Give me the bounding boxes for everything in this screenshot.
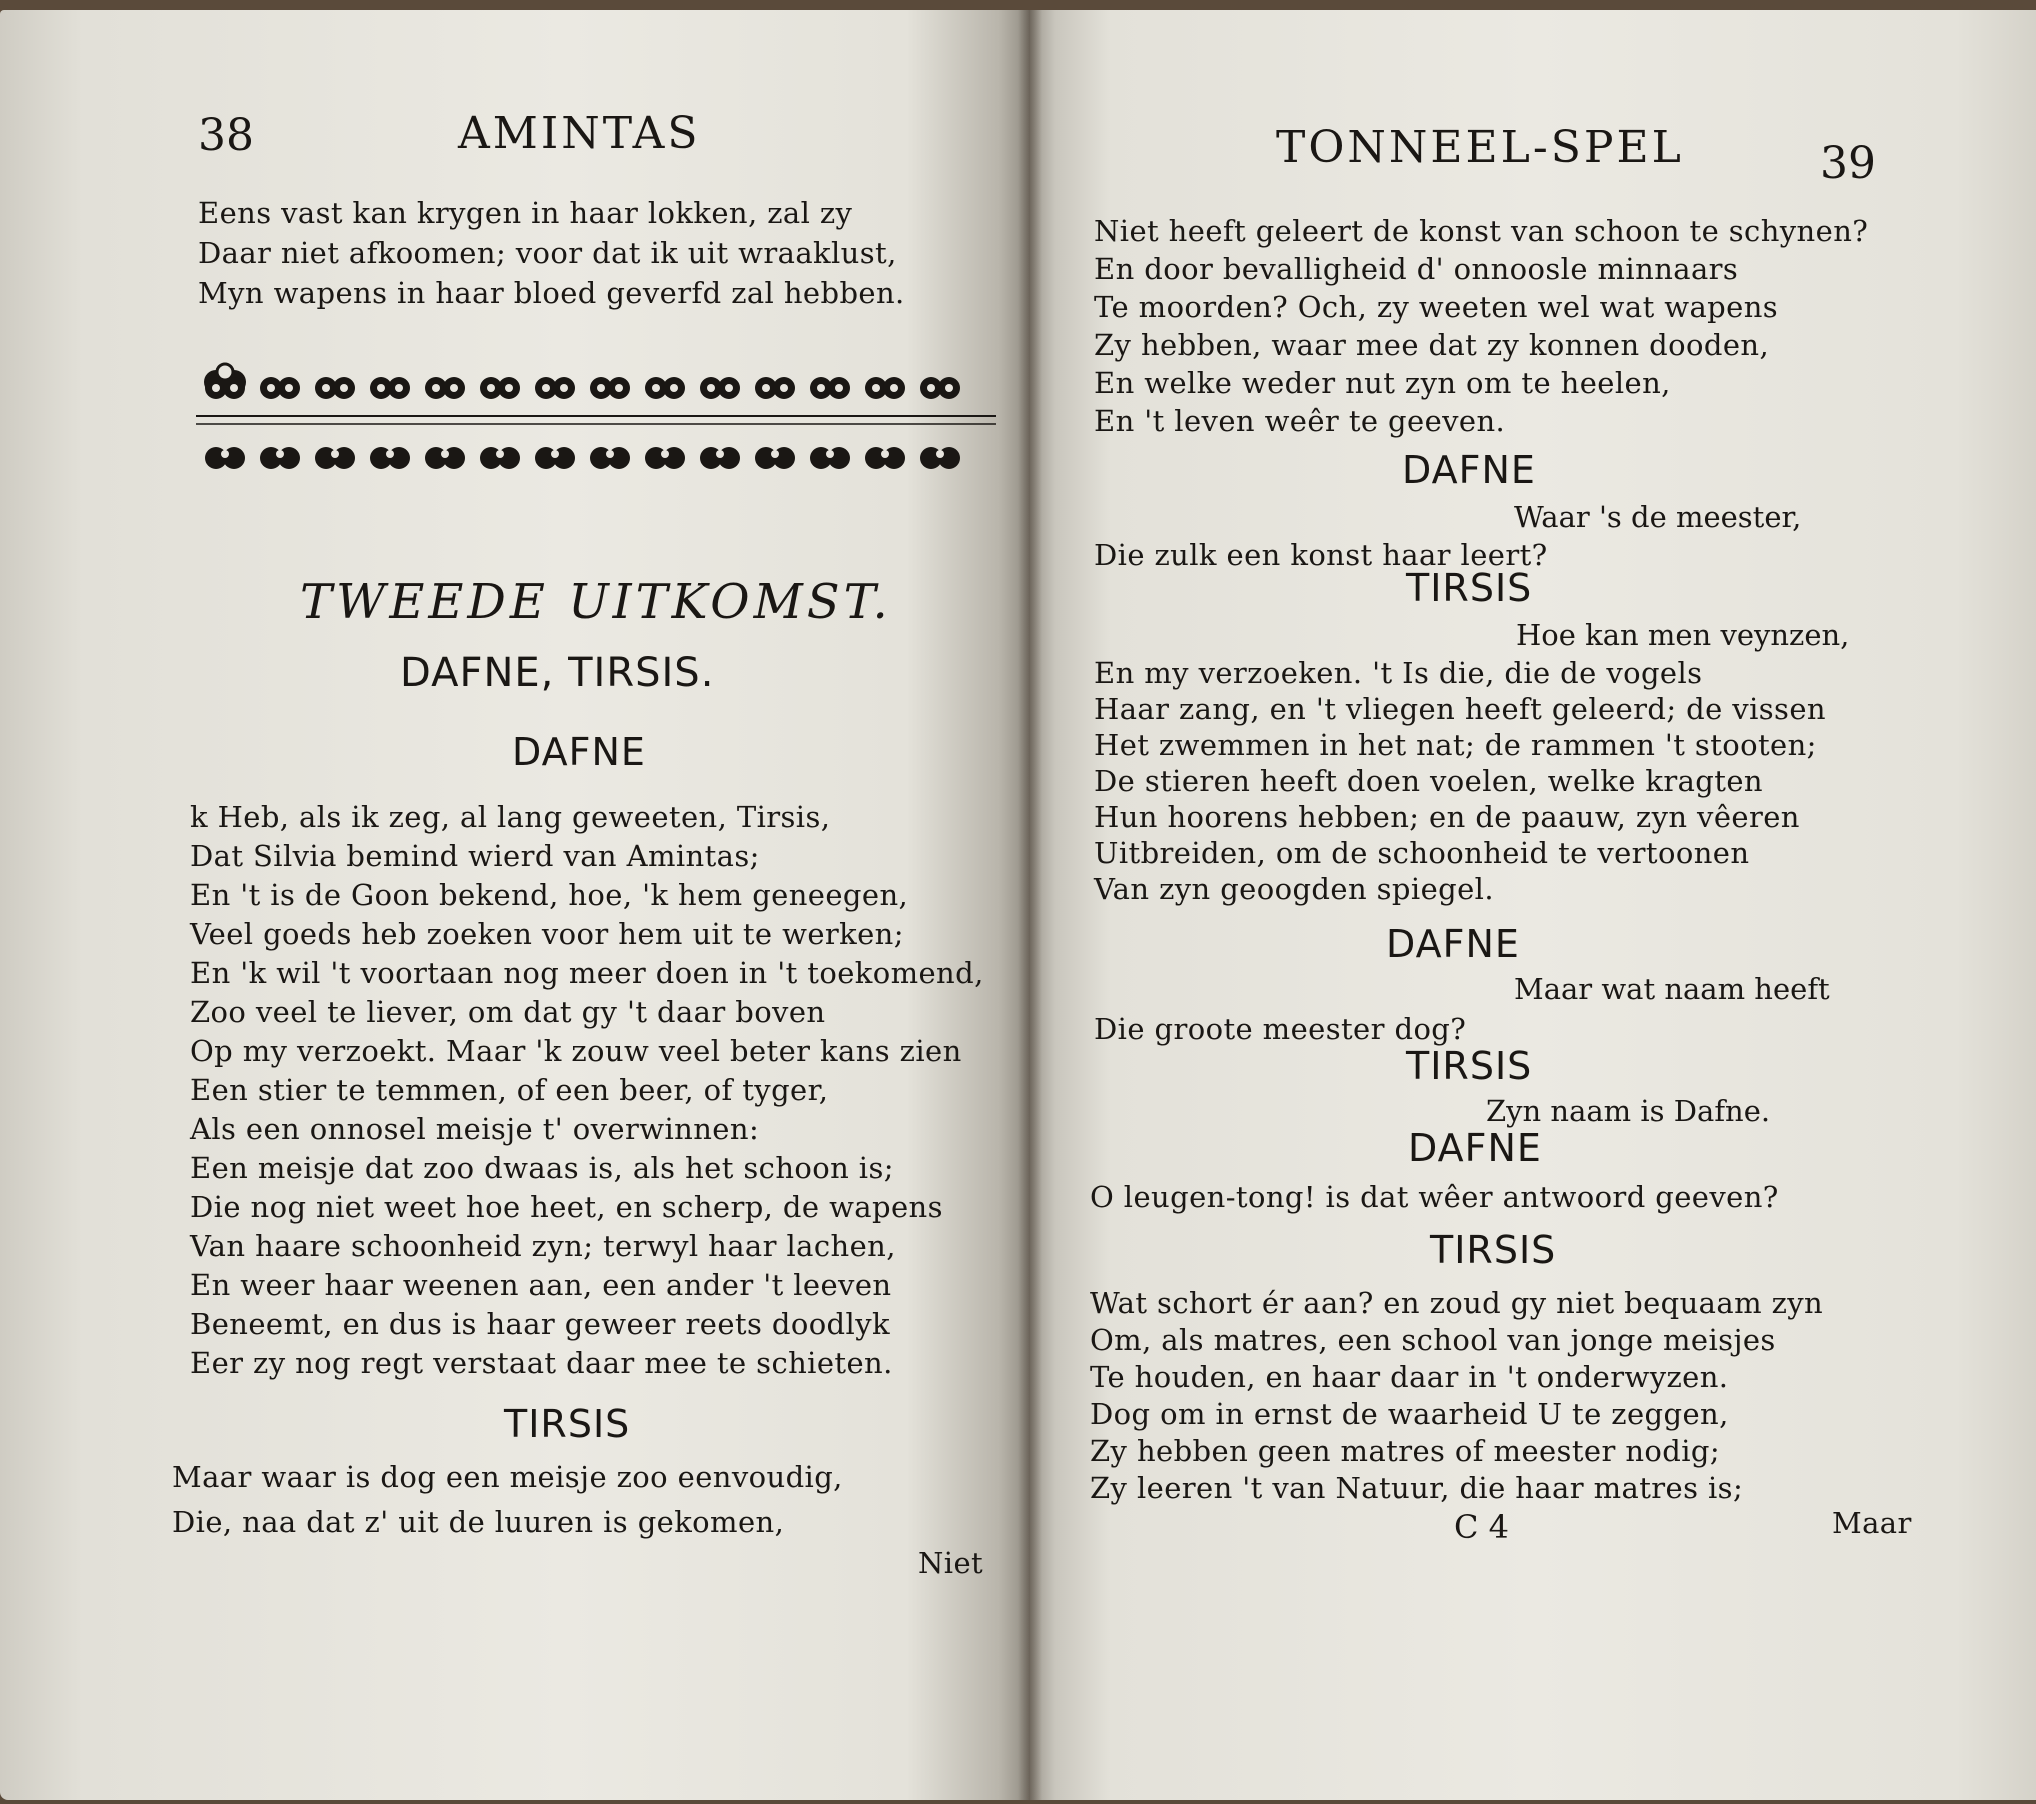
- speaker-name: DAFNE: [1386, 922, 1520, 966]
- text-line: En weer haar weenen aan, een ander 't leeven: [190, 1268, 892, 1302]
- left-page: [0, 10, 1030, 1800]
- text-line: Uitbreiden, om de schoonheid te vertoonen: [1094, 836, 1750, 870]
- speaker-name: DAFNE: [1408, 1126, 1542, 1170]
- text-line: Eens vast kan krygen in haar lokken, zal zy: [198, 196, 853, 230]
- text-line: Zy leeren 't van Natuur, die haar matres is;: [1090, 1471, 1744, 1505]
- speaker-name: TIRSIS: [504, 1402, 631, 1446]
- text-line: En welke weder nut zyn om te heelen,: [1094, 366, 1671, 400]
- text-line: Van zyn geoogden spiegel.: [1094, 872, 1494, 906]
- cue-line: Maar wat naam heeft: [1514, 972, 1830, 1006]
- right-running-head: TONNEEL-SPEL: [1276, 122, 1684, 173]
- text-line: Te moorden? Och, zy weeten wel wat wapens: [1094, 290, 1779, 324]
- text-line: k Heb, als ik zeg, al lang geweeten, Tirsis,: [190, 800, 831, 834]
- speaker-name: TIRSIS: [1406, 566, 1533, 610]
- scene-characters: DAFNE, TIRSIS.: [400, 650, 715, 696]
- text-line: Veel goeds heb zoeken voor hem uit te werken;: [190, 917, 904, 951]
- text-line: Niet heeft geleert de konst van schoon te schynen?: [1094, 214, 1869, 248]
- text-line: Het zwemmen in het nat; de rammen 't stooten;: [1094, 728, 1817, 762]
- text-line: Te houden, en haar daar in 't onderwyzen.: [1090, 1360, 1729, 1394]
- text-line: En 't is de Goon bekend, hoe, 'k hem geneegen,: [190, 878, 909, 912]
- text-line: Een meisje dat zoo dwaas is, als het schoon is;: [190, 1151, 894, 1185]
- scene-title: TWEEDE UITKOMST.: [300, 574, 892, 630]
- right-page-number: 39: [1820, 138, 1876, 189]
- text-line: Wat schort ér aan? en zoud gy niet bequaam zyn: [1090, 1286, 1824, 1320]
- text-line: Die groote meester dog?: [1094, 1012, 1467, 1046]
- left-page-number: 38: [198, 110, 254, 161]
- cue-line: Waar 's de meester,: [1514, 500, 1802, 534]
- text-line: Beneemt, en dus is haar geweer reets doodlyk: [190, 1307, 890, 1341]
- text-line: Op my verzoekt. Maar 'k zouw veel beter kans zien: [190, 1034, 962, 1068]
- text-line: Maar waar is dog een meisje zoo eenvoudig,: [172, 1460, 843, 1494]
- text-line: De stieren heeft doen voelen, welke kragten: [1094, 764, 1763, 798]
- text-line: O leugen-tong! is dat wêer antwoord geeven?: [1090, 1180, 1779, 1214]
- text-line: Van haare schoonheid zyn; terwyl haar lachen,: [190, 1229, 896, 1263]
- text-line: Hun hoorens hebben; en de paauw, zyn vêeren: [1094, 800, 1800, 834]
- text-line: Die nog niet weet hoe heet, en scherp, de wapens: [190, 1190, 943, 1224]
- signature-mark: C 4: [1454, 1508, 1510, 1546]
- text-line: Die zulk een konst haar leert?: [1094, 538, 1548, 572]
- text-line: Als een onnosel meisje t' overwinnen:: [190, 1112, 760, 1146]
- text-line: Zy hebben, waar mee dat zy konnen dooden,: [1094, 328, 1770, 362]
- right-page: [1030, 10, 2036, 1800]
- text-line: En my verzoeken. 't Is die, die de vogels: [1094, 656, 1703, 690]
- text-line: Daar niet afkoomen; voor dat ik uit wraaklust,: [198, 236, 897, 270]
- text-line: Eer zy nog regt verstaat daar mee te schieten.: [190, 1346, 893, 1380]
- text-line: En 't leven weêr te geeven.: [1094, 404, 1506, 438]
- speaker-name: DAFNE: [1402, 448, 1536, 492]
- text-line: Zy hebben geen matres of meester nodig;: [1090, 1434, 1721, 1468]
- text-line: Dat Silvia bemind wierd van Amintas;: [190, 839, 760, 873]
- text-line: Dog om in ernst de waarheid U te zeggen,: [1090, 1397, 1729, 1431]
- speaker-name: DAFNE: [512, 730, 646, 774]
- cue-line: Zyn naam is Dafne.: [1486, 1094, 1771, 1128]
- text-line: En door bevalligheid d' onnoosle minnaars: [1094, 252, 1739, 286]
- text-line: Die, naa dat z' uit de luuren is gekomen,: [172, 1505, 785, 1539]
- text-line: Zoo veel te liever, om dat gy 't daar boven: [190, 995, 826, 1029]
- catchword: Niet: [918, 1546, 984, 1580]
- cue-line: Hoe kan men veynzen,: [1516, 618, 1850, 652]
- text-line: Haar zang, en 't vliegen heeft geleerd; de vissen: [1094, 692, 1826, 726]
- text-line: En 'k wil 't voortaan nog meer doen in 't toekomend,: [190, 956, 984, 990]
- left-running-head: AMINTAS: [458, 108, 701, 159]
- ornament-band: [196, 358, 996, 488]
- speaker-name: TIRSIS: [1430, 1228, 1557, 1272]
- text-line: Myn wapens in haar bloed geverfd zal hebben.: [198, 276, 905, 310]
- text-line: Om, als matres, een school van jonge meisjes: [1090, 1323, 1776, 1357]
- book-gutter: [1018, 10, 1042, 1800]
- speaker-name: TIRSIS: [1406, 1044, 1533, 1088]
- catchword: Maar: [1832, 1506, 1912, 1540]
- text-line: Een stier te temmen, of een beer, of tyger,: [190, 1073, 829, 1107]
